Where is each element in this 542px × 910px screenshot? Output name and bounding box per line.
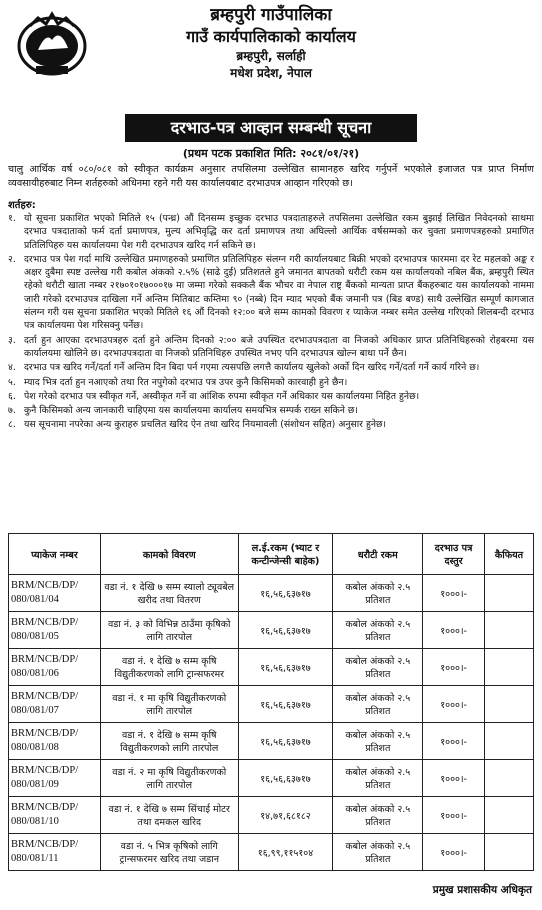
condition-text: म्याद भित्र दर्ता हुन नआएको तथा रित नपुगेको दरभाउ पत्र उपर कुनै किसिमको कारवाही हुने छैन।: [24, 376, 348, 388]
col-package-number: प्याकेज नम्बर: [9, 534, 101, 575]
condition-text: कुनै किसिमको अन्य जानकारी चाहिएमा यस कार्यालयमा कार्यालय समयभित्र सम्पर्क राख्न सकिने छ।: [24, 405, 358, 417]
package-prefix: BRM/NCB/DP/: [11, 617, 79, 628]
description-cell: वडा नं. ५ भित्र कृषिको लागि ट्रान्सफरमर खरिद तथा जडान: [100, 834, 238, 871]
description-cell: वडा नं. ३ को विभिन्न ठाउँमा कृषिको लागि तारपोल: [100, 612, 238, 649]
table-row: [9, 686, 534, 723]
fee-cell: १०००।-: [423, 723, 485, 760]
condition-number: ६.: [8, 390, 16, 402]
condition-item: [8, 253, 534, 333]
amount-cell: १६,५६,६३७१७: [238, 575, 333, 612]
col-remarks: कैफियत: [485, 534, 534, 575]
deposit-cell: कबोल अंकको २.५ प्रतिशत: [333, 649, 423, 686]
remarks-cell: [485, 686, 534, 723]
description-cell: वडा नं. १ देखि ७ सम्म कृषि विद्युतीकरणको लागि तारपोल: [100, 723, 238, 760]
fee-cell: १०००।-: [423, 649, 485, 686]
amount-cell: १६,५६,६३७१७: [238, 723, 333, 760]
description-cell: वडा नं. २ मा कृषि विद्युतीकरणको लागि तारपोल: [100, 760, 238, 797]
remarks-cell: [485, 649, 534, 686]
signatory-title: प्रमुख प्रशासकीय अधिकृत: [432, 884, 532, 896]
condition-item: [8, 390, 534, 403]
condition-number: ३.: [8, 334, 16, 346]
intro-paragraph: चालु आर्थिक वर्ष ०८०/०८१ को स्वीकृत कार्यक्रम अनुसार तपसिलमा उल्लेखित सामानहरु खरिद गर्नुपर्ने भएकोले इजाजत पत्र प्राप्त निर्माण व्यवसायीहरुबाट निम्न शर्तहरुको अधिनमा रहने गरी यस कार्यालयबाट दरभाउपत्र आव्हान गरिएको छ।: [8, 164, 534, 189]
conditions-list: [8, 212, 534, 433]
col-deposit-amount: धरौटी रकम: [333, 534, 423, 575]
remarks-cell: [485, 834, 534, 871]
package-suffix: 080/081/07: [11, 705, 59, 716]
package-number-cell: [9, 686, 101, 723]
condition-text: यस सूचनामा नपरेका अन्य कुराहरु प्रचलित खरिद ऐन तथा खरिद नियमावली (संशोधन सहित) अनुसार हुनेछ।: [24, 419, 387, 431]
bid-packages-table: [8, 533, 534, 871]
package-suffix: 080/081/06: [11, 668, 59, 679]
package-prefix: BRM/NCB/DP/: [11, 580, 79, 591]
condition-number: ७.: [8, 405, 16, 417]
package-prefix: BRM/NCB/DP/: [11, 691, 79, 702]
conditions-heading: शर्तहरु:: [8, 200, 36, 211]
amount-cell: १६,५६,६३७१७: [238, 649, 333, 686]
package-prefix: BRM/NCB/DP/: [11, 765, 79, 776]
condition-text: दरभाउ पत्र पेश गर्दा माथि उल्लेखित प्रमाणहरुको प्रमाणित प्रतिलिपिहरु संलग्न गरी कार्यालयबाट बिक्री भएको दरभाउपत्र फारममा दर रेट महलको अङ्क र अक्षर दुबैमा स्पष्ट उल्लेख गरी कबोल अंकको २.५% (साढे दुई) प्रतिशतले हुने जमानत बापतको धरौटी रकम यस कार्यालयको नबिल बैंक, ब्रम्हपुरी स्थित रहेको धरौटी खाता नम्बर २१७०१०१७०००१७ मा जम्मा गरेको सक्कलै बैंक भौचर वा नेपाल राष्ट्र बैंकको मान्यता प्राप्त बैंकहरुबाट यस कार्यालयको नाममा जारी गरेको दरभाउपत्र दाखिला गर्ने अन्तिम मितिबाट कम्तिमा ९० (नब्बे) दिन म्याद भएको बैंक जमानी पत्र (बिड बण्ड) साथै उल्लेखित सम्पूर्ण कागजात संलग्न गरी यस सूचना प्रकाशित भएको मितिले १६ औं दिनको १२:०० बजे सम्म कामको विवरण र प्याकेज नम्बर समेत उल्लेख गरिएको शिलबन्दी दरभाउ पत्र कार्यालयमा पेश गरिसक्नु पर्नेछ।: [24, 253, 534, 332]
package-number-cell: [9, 612, 101, 649]
condition-item: [8, 404, 534, 417]
deposit-cell: कबोल अंकको २.५ प्रतिशत: [333, 834, 423, 871]
deposit-cell: कबोल अंकको २.५ प्रतिशत: [333, 797, 423, 834]
table-row: [9, 834, 534, 871]
fee-cell: १०००।-: [423, 797, 485, 834]
package-prefix: BRM/NCB/DP/: [11, 839, 79, 850]
table-row: [9, 723, 534, 760]
office-header: [0, 4, 542, 82]
package-number-cell: [9, 834, 101, 871]
package-number-cell: [9, 723, 101, 760]
amount-cell: १६,५६,६३७१७: [238, 686, 333, 723]
col-bid-fee: दरभाउ पत्र दस्तुर: [423, 534, 485, 575]
amount-cell: १६,५६,६३७१७: [238, 612, 333, 649]
table-row: [9, 649, 534, 686]
condition-number: १.: [8, 213, 16, 224]
deposit-cell: कबोल अंकको २.५ प्रतिशत: [333, 612, 423, 649]
deposit-cell: कबोल अंकको २.५ प्रतिशत: [333, 686, 423, 723]
condition-number: २.: [8, 253, 16, 265]
condition-item: [8, 418, 534, 431]
condition-text: पेश गरेको दरभाउ पत्र स्वीकृत गर्ने, अस्वीकृत गर्ने वा आंशिक रुपमा स्वीकृत गर्ने अधिकार यस कार्यालयमा निहित हुनेछ।: [24, 390, 420, 402]
package-suffix: 080/081/05: [11, 631, 59, 642]
fee-cell: १०००।-: [423, 834, 485, 871]
condition-item: [8, 334, 534, 361]
remarks-cell: [485, 723, 534, 760]
description-cell: वडा नं. १ देखि ७ सम्म कृषि विद्युतीकरणको लागि ट्रान्सफरमर: [100, 649, 238, 686]
description-cell: वडा नं. १ देखि ७ सम्म स्यालो ट्यूवबेल खरीद तथा वितरण: [100, 575, 238, 612]
description-cell: वडा नं. १ मा कृषि विद्युतीकरणको लागि तारपोल: [100, 686, 238, 723]
table-row: [9, 612, 534, 649]
deposit-cell: कबोल अंकको २.५ प्रतिशत: [333, 760, 423, 797]
publication-date: (प्रथम पटक प्रकाशित मिति: २०८१/०१/२१): [182, 147, 360, 160]
condition-number: ४.: [8, 362, 16, 374]
package-suffix: 080/081/10: [11, 816, 59, 827]
table-row: [9, 797, 534, 834]
package-prefix: BRM/NCB/DP/: [11, 802, 79, 813]
package-suffix: 080/081/04: [11, 594, 59, 605]
remarks-cell: [485, 797, 534, 834]
condition-text: दरभाउ पत्र खरिद गर्ने/दर्ता गर्ने अन्तिम दिन बिदा पर्न गएमा त्यसपछि लगत्तै कार्यालय खुलेको अर्को दिन खरिद गर्ने/दर्ता गर्ने कार्य गरिने छ।: [24, 362, 480, 374]
package-suffix: 080/081/09: [11, 779, 59, 790]
package-number-cell: [9, 760, 101, 797]
condition-item: [8, 376, 534, 389]
office-name: गाउँ कार्यपालिकाको कार्यालय: [186, 27, 356, 46]
notice-title: दरभाउ-पत्र आव्हान सम्बन्धी सूचना: [125, 114, 417, 142]
municipality-name: ब्रम्हपुरी गाउँपालिका: [210, 5, 332, 25]
office-address: ब्रम्हपुरी, सर्लाही: [236, 49, 306, 63]
condition-number: ८.: [8, 419, 16, 431]
table-row: [9, 575, 534, 612]
province-country: मधेश प्रदेश, नेपाल: [230, 66, 312, 80]
package-prefix: BRM/NCB/DP/: [11, 728, 79, 739]
deposit-cell: कबोल अंकको २.५ प्रतिशत: [333, 723, 423, 760]
condition-number: ५.: [8, 376, 16, 388]
remarks-cell: [485, 612, 534, 649]
package-suffix: 080/081/11: [11, 853, 59, 864]
condition-item: [8, 212, 534, 252]
condition-text: यो सूचना प्रकाशित भएको मितिले १५ (पन्ध्र) औं दिनसम्म इच्छुक दरभाउ पत्रदाताहरुले तपसिलमा उल्लेखित रकम बुझाई लिखित निवेदनको साथमा दरभाउ पत्रदाताको फर्म दर्ता प्रमाणपत्र, मुल्य अभिवृद्धि कर दर्ता प्रमाणपत्र तथा अघिल्लो आर्थिक वर्षसम्मको कर चुक्ता प्रमाणपत्रहरुको प्रमाणित प्रतिलिपिहरु यस कार्यालयमा पेश गरी दरभाउपत्र खरिद गर्न सकिने छ।: [24, 213, 534, 251]
condition-item: [8, 361, 534, 374]
package-suffix: 080/081/08: [11, 742, 59, 753]
fee-cell: १०००।-: [423, 612, 485, 649]
col-estimated-amount: ल.ई.रकम (भ्याट र कन्टीन्जेन्सी बाहेक): [238, 534, 333, 575]
deposit-cell: कबोल अंकको २.५ प्रतिशत: [333, 575, 423, 612]
fee-cell: १०००।-: [423, 575, 485, 612]
col-work-description: कामको विवरण: [100, 534, 238, 575]
package-number-cell: [9, 797, 101, 834]
package-number-cell: [9, 649, 101, 686]
amount-cell: १४,७१,६८१८२: [238, 797, 333, 834]
description-cell: वडा नं. १ देखि ७ सम्म सिंचाई मोटर तथा दमकल खरिद: [100, 797, 238, 834]
table-header-row: [9, 534, 534, 575]
remarks-cell: [485, 760, 534, 797]
fee-cell: १०००।-: [423, 686, 485, 723]
package-number-cell: [9, 575, 101, 612]
amount-cell: १६,५६,६३७१७: [238, 760, 333, 797]
table-row: [9, 760, 534, 797]
condition-text: दर्ता हुन आएका दरभाउपत्रहरु दर्ता हुने अन्तिम दिनको २:०० बजे उपस्थित दरभाउपत्रदाता वा निजको अधिकार प्राप्त प्रतिनिधिहरुको रोहबरमा यस कार्यालयमा खोलिने छ। दरभाउपत्रदाता वा निजको प्रतिनिधिहरु उपस्थित नभए पनि दरभाउपत्र खोल्न बाधा पर्ने छैन।: [24, 334, 534, 359]
package-prefix: BRM/NCB/DP/: [11, 654, 79, 665]
amount-cell: १६,९९,११५१०४: [238, 834, 333, 871]
remarks-cell: [485, 575, 534, 612]
fee-cell: १०००।-: [423, 760, 485, 797]
